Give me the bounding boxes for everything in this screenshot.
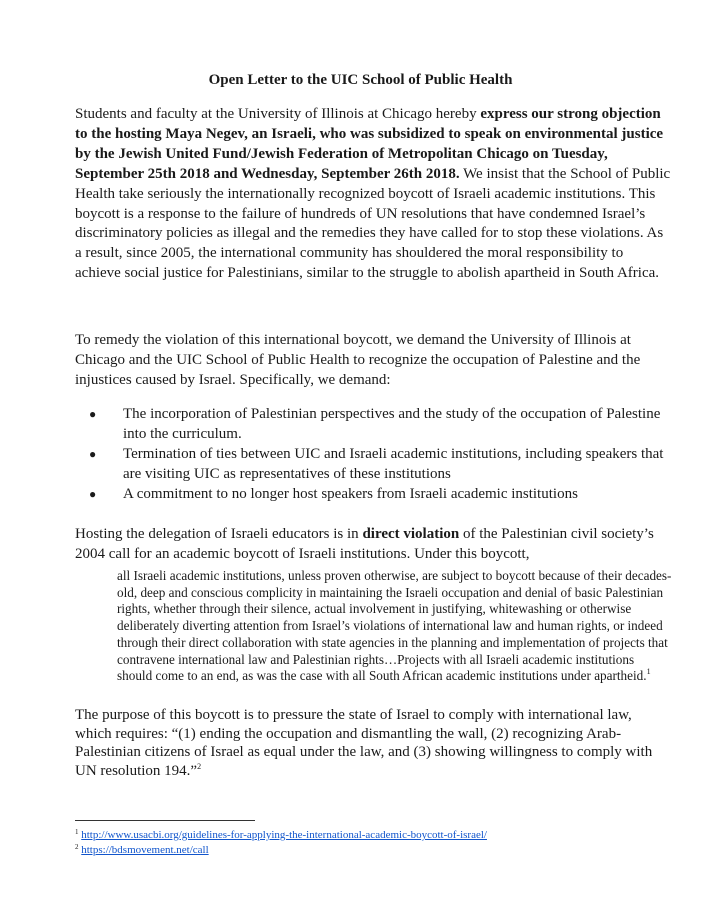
violation-rest: of the Palestinian civil society’s 2004 call for an academic boycott of Israeli institutions. Under this boycott, <box>75 526 654 562</box>
demands-intro-paragraph: To remedy the violation of this international boycott, we demand the University of Illinois at Chicago and the UIC School of Public Health to recognize the occupation of Palestine and the injustices caused by Israel. Specifically, we demand: <box>75 332 641 388</box>
list-item <box>75 485 675 505</box>
list-item-text: Termination of ties between UIC and Israeli academic institutions, including speakers that are visiting UIC as representatives of these institutions <box>123 445 664 482</box>
quote-text: all Israeli academic institutions, unless proven otherwise, are subject to boycott because of their decades-old, deep and conscious complicity in maintaining the Israeli occupation and denial of basic Palestinian rights, whether through their silence, actual involvement in justifying, whitewashing or otherwise deliberately diverting attention from Israel’s violations of international law and human rights, or indeed through their direct collaboration with state agencies in the planning and implementation of projects that contravene international law and Palestinian rights…Projects with all Israeli academic institutions should come to an end, as was the case with all South African academic institutions under apartheid. <box>117 568 672 684</box>
bullet-icon: ● <box>89 407 97 421</box>
violation-paragraph <box>75 525 671 565</box>
footnote-link[interactable]: http://www.usacbi.org/guidelines-for-applying-the-international-academic-boycott-of-israel/ <box>81 829 487 841</box>
intro-paragraph <box>75 105 671 284</box>
purpose-paragraph <box>75 706 671 780</box>
list-item-text: The incorporation of Palestinian perspectives and the study of the occupation of Palestine into the curriculum. <box>123 406 661 442</box>
list-item-text: A commitment to no longer host speakers from Israeli academic institutions <box>123 485 578 502</box>
list-item <box>75 405 675 445</box>
bullet-icon: ● <box>89 446 97 461</box>
block-quote <box>117 568 672 685</box>
violation-bold: direct violation <box>362 526 460 542</box>
purpose-text: The purpose of this boycott is to pressure the state of Israel to comply with international law, which requires: “(1) ending the occupation and dismantling the wall, (2) recognizing Arab-Palestinian citizens of Israel as equal under the law, and (3) showing willingness to comply with UN resolution 194.” <box>75 707 653 779</box>
footnote-ref-1[interactable]: 1 <box>646 667 651 677</box>
footnote-ref-2[interactable]: 2 <box>197 761 202 771</box>
footnote-divider <box>75 820 255 821</box>
footnote-number: 2 <box>75 843 79 851</box>
bullet-icon: ● <box>89 486 97 501</box>
list-item <box>75 445 675 485</box>
page-title: Open Letter to the UIC School of Public Health <box>208 72 513 88</box>
footnote-link[interactable]: https://bdsmovement.net/call <box>81 844 209 856</box>
footnote-number: 1 <box>75 828 79 836</box>
intro-bold: express our strong objection to the hosting Maya Negev, an Israeli, who was subsidized to speak on environmental justice by the Jewish United Fund/Jewish Federation of Metropolitan Chicago on Tuesday, September 25th 2018 and Wednesday, September 26th 2018. <box>75 106 664 182</box>
footnote-1 <box>75 829 675 842</box>
intro-lead: Students and faculty at the University of Illinois at Chicago hereby <box>75 106 481 122</box>
demands-list <box>75 405 675 505</box>
intro-rest: We insist that the School of Public Health take seriously the internationally recognized boycott of Israeli academic institutions. This boycott is a response to the failure of hundreds of UN resolutions that have condemned Israel’s discriminatory policies as illegal and the remedies they have called for to stop these violations. As a result, since 2005, the international community has shouldered the moral responsibility to achieve social justice for Palestinians, similar to the struggle to abolish apartheid in South Africa. <box>75 165 671 282</box>
violation-lead: Hosting the delegation of Israeli educators is in <box>75 526 363 542</box>
footnote-2 <box>75 844 675 857</box>
